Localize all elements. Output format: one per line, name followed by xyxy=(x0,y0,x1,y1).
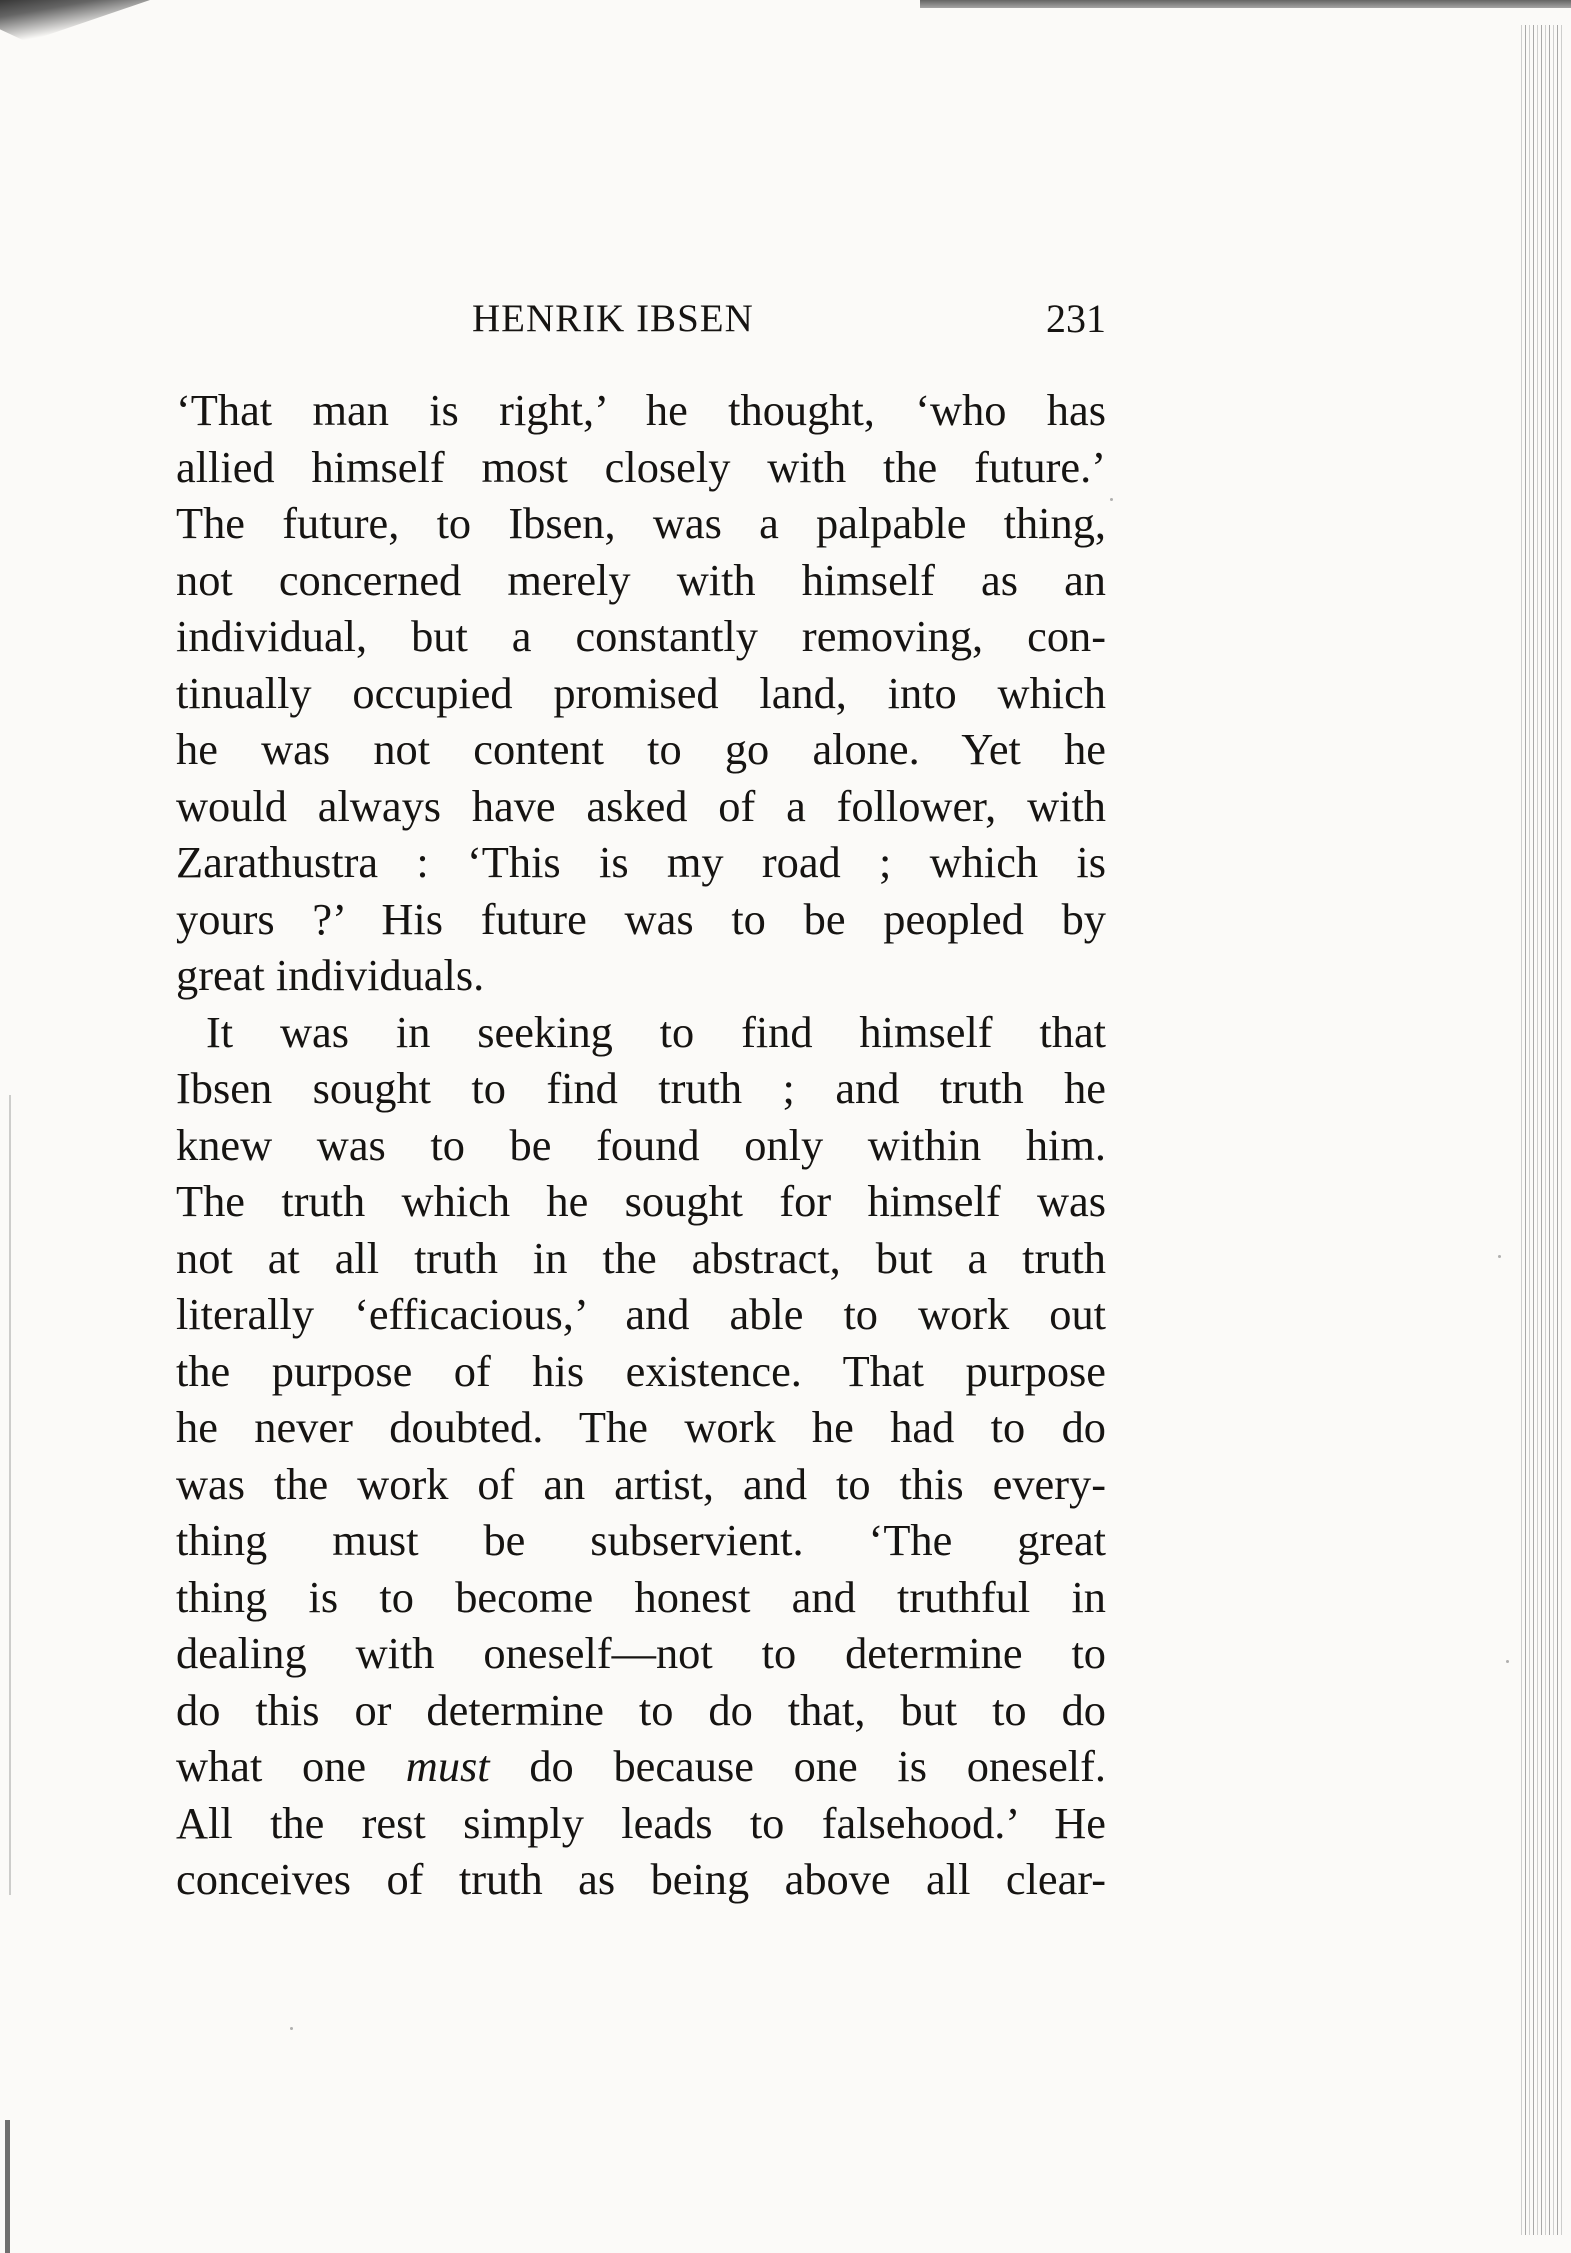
text-line: tinually occupied promised land, into which xyxy=(176,667,1106,718)
scan-left-edge-base xyxy=(5,2120,10,2253)
text-line: individual, but a constantly removing, con- xyxy=(176,611,1106,661)
text-line: knew was to be found only within him. xyxy=(176,1119,1106,1170)
text-line: he never doubted. The work he had to do xyxy=(176,1402,1106,1452)
text-line: do this or determine to do that, but to do xyxy=(176,1684,1106,1735)
text-line: not at all truth in the abstract, but a truth xyxy=(176,1232,1106,1283)
scan-speck xyxy=(290,2027,293,2030)
page-number: 231 xyxy=(1046,296,1106,341)
text-line: literally ‘efficacious,’ and able to work out xyxy=(176,1289,1106,1339)
text-line: was the work of an artist, and to this every- xyxy=(176,1458,1106,1509)
running-title: HENRIK IBSEN xyxy=(472,297,754,340)
text-line: The truth which he sought for himself was xyxy=(176,1176,1106,1226)
text-line: he was not content to go alone. Yet he xyxy=(176,724,1106,774)
text-line: thing must be subservient. ‘The great xyxy=(176,1515,1106,1565)
scan-binding-edge xyxy=(1521,25,1563,2235)
page-body xyxy=(176,382,1106,1908)
scan-speck xyxy=(1506,1660,1509,1663)
text-segment: do because one is oneself. xyxy=(529,1741,1106,1791)
italic-emphasis: must xyxy=(405,1741,490,1791)
scan-top-edge xyxy=(920,0,1571,8)
text-segment: what one xyxy=(176,1741,367,1791)
text-line: dealing with oneself—not to determine to xyxy=(176,1628,1106,1678)
scan-smudge-top-left xyxy=(0,0,150,42)
text-line: not concerned merely with himself as an xyxy=(176,554,1106,605)
text-line: yours ?’ His future was to be peopled by xyxy=(176,893,1106,944)
text-line: would always have asked of a follower, with xyxy=(176,780,1106,831)
scan-left-edge-line xyxy=(9,1095,11,1895)
text-line: allied himself most closely with the future.’ xyxy=(176,441,1106,492)
text-line: Ibsen sought to find truth ; and truth he xyxy=(176,1063,1106,1113)
text-line: great individuals. xyxy=(176,950,485,1000)
text-line-paragraph-start: It was in seeking to find himself that xyxy=(206,1006,1106,1057)
scan-speck xyxy=(1110,498,1113,501)
text-line: conceives of truth as being above all clear- xyxy=(176,1854,1106,1904)
scan-speck xyxy=(1498,1255,1501,1258)
text-line: ‘That man is right,’ he thought, ‘who has xyxy=(176,385,1106,435)
text-line: thing is to become honest and truthful in xyxy=(176,1571,1106,1622)
text-line: Zarathustra : ‘This is my road ; which is xyxy=(176,837,1106,887)
text-line: The future, to Ibsen, was a palpable thing, xyxy=(176,498,1106,548)
text-line: All the rest simply leads to falsehood.’ He xyxy=(176,1797,1106,1848)
running-head xyxy=(176,294,1106,344)
text-line-with-italic xyxy=(176,1738,1106,1795)
text-line: the purpose of his existence. That purpose xyxy=(176,1345,1106,1396)
